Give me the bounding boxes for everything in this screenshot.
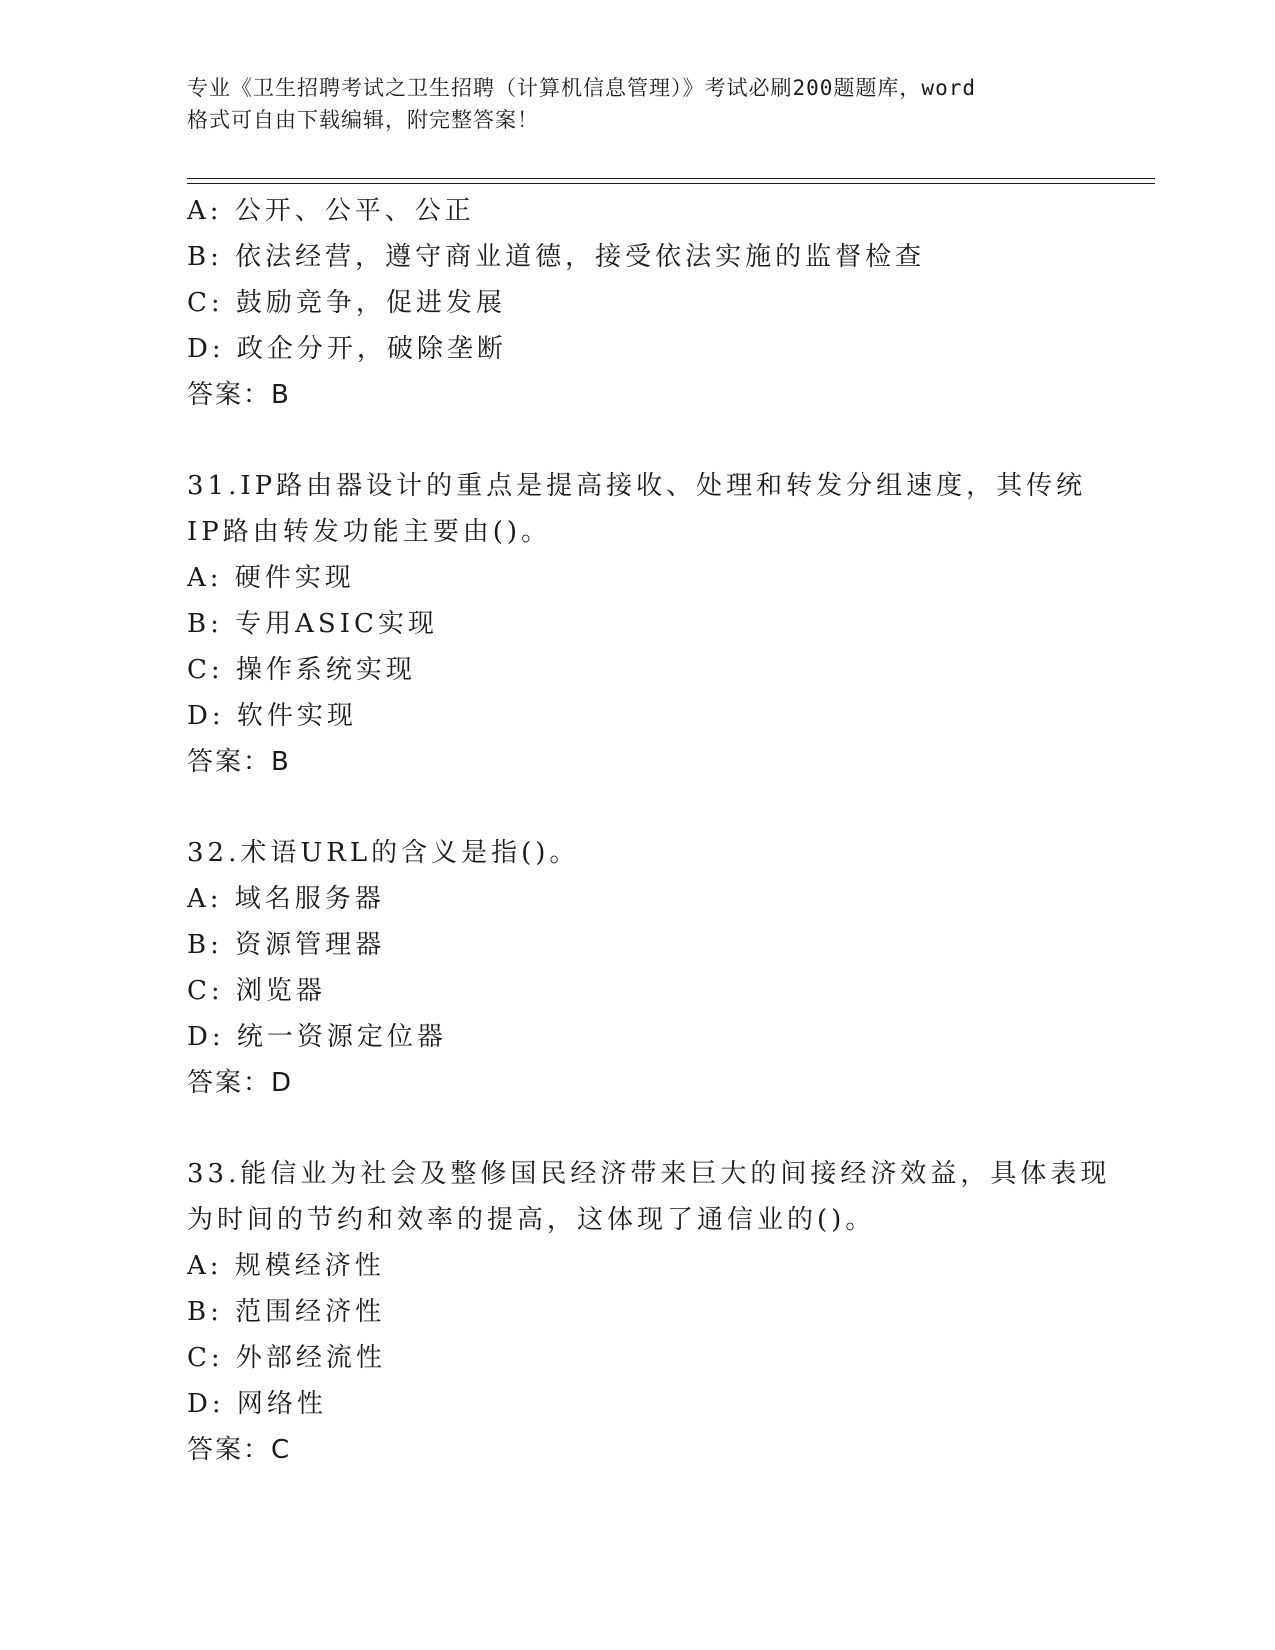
option-c: C: 浏览器 bbox=[187, 976, 326, 1006]
option-a: A: 规模经济性 bbox=[187, 1251, 385, 1281]
option-b: B: 依法经营，遵守商业道德，接受依法实施的监督检查 bbox=[187, 242, 926, 272]
question-31 bbox=[187, 463, 1147, 785]
option-b: B: 范围经济性 bbox=[187, 1297, 386, 1327]
option-d: D: 网络性 bbox=[187, 1389, 327, 1419]
option-d: D: 政企分开，破除垄断 bbox=[187, 334, 507, 364]
document-header bbox=[187, 72, 1087, 136]
answer-line: 答案：B bbox=[187, 380, 291, 410]
answer-line: 答案：D bbox=[187, 1068, 294, 1098]
option-a: A: 硬件实现 bbox=[187, 563, 355, 593]
question-stem-line-1: 31.IP路由器设计的重点是提高接收、处理和转发分组速度，其传统 bbox=[187, 471, 1087, 501]
document-page bbox=[187, 0, 1147, 1650]
option-c: C: 操作系统实现 bbox=[187, 655, 416, 685]
question-spacer bbox=[187, 418, 1147, 463]
option-b: B: 专用ASIC实现 bbox=[187, 609, 438, 639]
question-32 bbox=[187, 830, 1147, 1106]
question-stem-line-2: 为时间的节约和效率的提高，这体现了通信业的()。 bbox=[187, 1205, 876, 1235]
option-a: A: 公开、公平、公正 bbox=[187, 196, 475, 226]
header-divider bbox=[187, 178, 1155, 184]
option-d: D: 软件实现 bbox=[187, 701, 357, 731]
answer-line: 答案：B bbox=[187, 747, 291, 777]
answer-line: 答案：C bbox=[187, 1435, 292, 1465]
header-line-2: 格式可自由下载编辑，附完整答案！ bbox=[187, 108, 539, 132]
option-c: C: 外部经流性 bbox=[187, 1343, 386, 1373]
question-30 bbox=[187, 188, 1147, 418]
option-b: B: 资源管理器 bbox=[187, 930, 386, 960]
option-c: C: 鼓励竞争，促进发展 bbox=[187, 288, 506, 318]
question-stem-line-1: 33.能信业为社会及整修国民经济带来巨大的间接经济效益，具体表现 bbox=[187, 1159, 1111, 1189]
option-d: D: 统一资源定位器 bbox=[187, 1022, 447, 1052]
header-line-1: 专业《卫生招聘考试之卫生招聘（计算机信息管理）》考试必刷200题题库，word bbox=[187, 76, 976, 100]
question-spacer bbox=[187, 785, 1147, 830]
question-33 bbox=[187, 1151, 1147, 1473]
question-list bbox=[187, 188, 1147, 1473]
question-spacer bbox=[187, 1106, 1147, 1151]
question-stem-line-2: IP路由转发功能主要由()。 bbox=[187, 517, 552, 547]
question-stem-line-1: 32.术语URL的含义是指()。 bbox=[187, 838, 580, 868]
option-a: A: 域名服务器 bbox=[187, 884, 385, 914]
